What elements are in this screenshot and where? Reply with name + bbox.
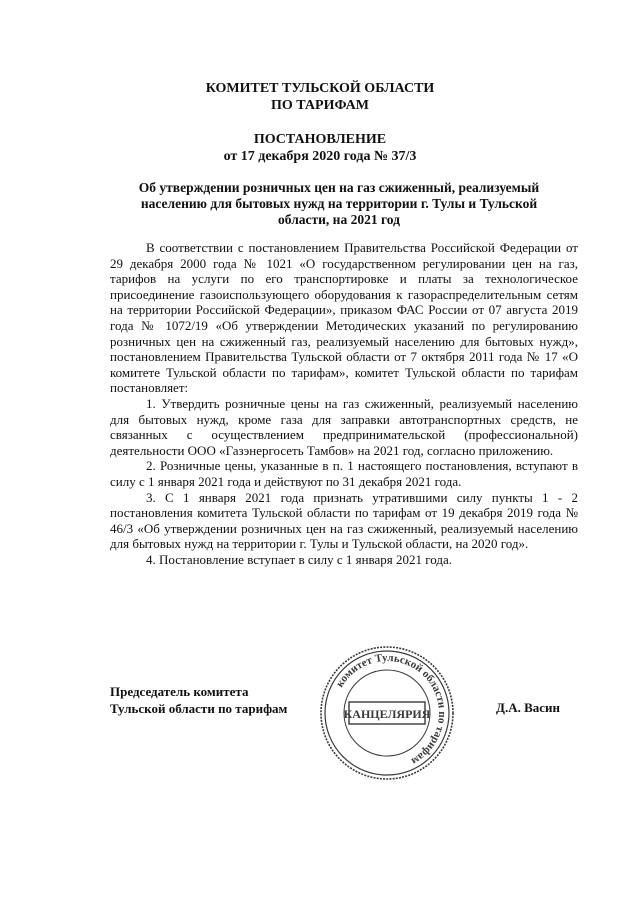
signatory-position-line-2: Тульской области по тарифам <box>110 701 288 716</box>
resolution-subject: Об утверждении розничных цен на газ сжиженный, реализуемый населению для бытовых нужд на территории г. Тулы и Тульской области, на 2021 год <box>138 180 540 227</box>
item-1-paragraph: 1. Утвердить розничные цены на газ сжиженный, реализуемый населению для бытовых нужд, кроме газа для заправки автотранспортных средств, не связанных с осуществлением предпринимательской (профессиональной) деятельности ООО «Газэнергосеть Тамбов» на 2021 год, согласно приложению. <box>110 395 578 458</box>
preamble-paragraph: В соответствии с постановлением Правительства Российской Федерации от 29 декабря 2000 года № 1021 «О государственном регулировании цен на газ, тарифов на услуги по его транспортировке и платы за технологическое присоединение газоиспользующего оборудования к газораспределительным сетям на территории Российской Федерации», приказом ФАС России от 07 августа 2019 года № 1072/19 «Об утверждении Методических указаний по регулированию розничных цен на сжиженный газ, реализуемый населению для бытовых нужд», постановлением Правительства Тульской области от 7 октября 2011 года № 17 «О комитете Тульской области по тарифам», комитет Тульской области по тарифам постановляет: <box>110 240 578 396</box>
resolution-body <box>110 240 578 567</box>
item-4-paragraph: 4. Постановление вступает в силу с 1 января 2021 года. <box>146 551 453 567</box>
item-3-paragraph: 3. С 1 января 2021 года признать утратившими силу пункты 1 - 2 постановления комитета Тульской области по тарифам от 19 декабря 2019 года № 46/3 «Об утверждении розничных цен на газ сжиженный, реализуемый населению для бытовых нужд на территории г. Тулы и Тульской области, на 2020 год». <box>110 489 578 552</box>
official-stamp <box>318 644 456 782</box>
issuer-line-1: КОМИТЕТ ТУЛЬСКОЙ ОБЛАСТИ <box>205 81 435 96</box>
issuer-line-2: ПО ТАРИФАМ <box>271 98 369 113</box>
signatory-position-line-1: Председатель комитета <box>110 684 249 699</box>
resolution-date-number: от 17 декабря 2020 года № 37/3 <box>223 149 417 164</box>
signatory-name: Д.А. Васин <box>496 700 561 715</box>
resolution-title: ПОСТАНОВЛЕНИЕ <box>253 132 387 147</box>
issuer-header <box>0 80 640 114</box>
item-2-paragraph: 2. Розничные цены, указанные в п. 1 настоящего постановления, вступают в силу с 1 января 2021 года и действуют по 31 декабря 2021 года. <box>110 458 578 489</box>
stamp-center-text: КАНЦЕЛЯРИЯ <box>343 707 431 721</box>
signatory-position <box>110 683 287 717</box>
stamp-ring-text: комитет Тульской области по тарифам <box>333 651 449 768</box>
resolution-heading <box>0 131 640 165</box>
